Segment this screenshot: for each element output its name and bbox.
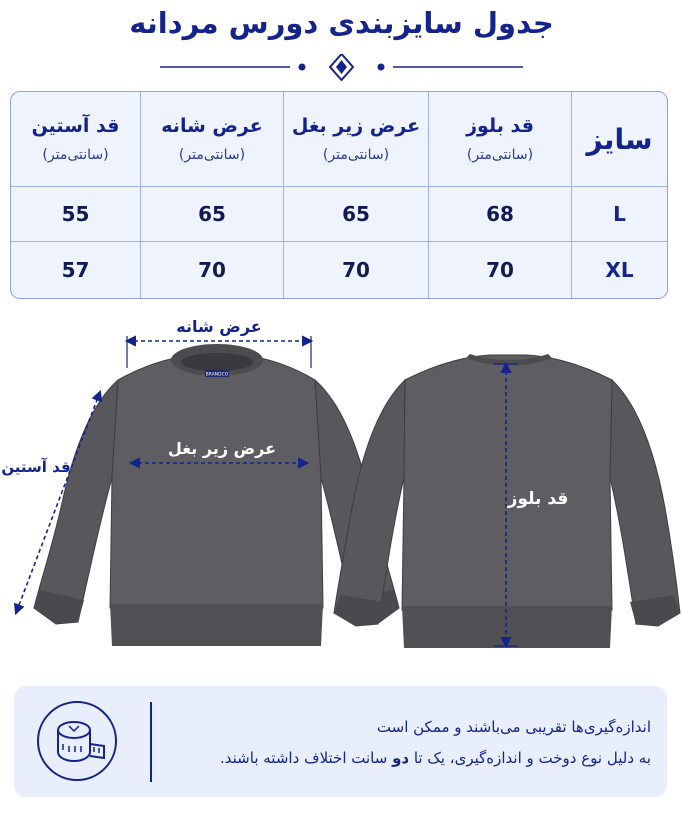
column-header: قد آستین [31, 115, 120, 137]
size-header: سایز [586, 122, 653, 156]
page-title: جدول سایزبندی دورس مردانه [129, 6, 554, 40]
note-box [14, 686, 667, 797]
note-text [171, 712, 651, 774]
shoulder-label: عرض شانه [176, 317, 262, 336]
cell-value: 65 [342, 202, 370, 226]
title-ornament [160, 54, 523, 84]
header-cell-sleeve [11, 92, 140, 187]
column-header: قد بلوز [466, 115, 534, 137]
column-unit: (سانتی‌متر) [466, 147, 534, 163]
row-size: XL [605, 258, 634, 282]
brand-tag: BRANDCO [205, 372, 229, 378]
note-line-2 [171, 743, 651, 774]
size-header-cell [571, 92, 667, 187]
table-cell [140, 242, 283, 298]
chest-label: عرض زیر بغل [167, 439, 277, 458]
row-size-cell [571, 242, 667, 298]
table-cell [428, 242, 571, 298]
measurement-figure [0, 308, 683, 680]
table-cell [283, 242, 428, 298]
table-cell [11, 187, 140, 242]
table-cell [283, 187, 428, 242]
header-cell-length [428, 92, 571, 187]
note-line-1: اندازه‌گیری‌ها تقریبی می‌باشند و ممکن است [376, 718, 651, 736]
table-cell [140, 187, 283, 242]
column-header: عرض شانه [161, 115, 263, 137]
cell-value: 68 [486, 202, 514, 226]
header-cell-chest [283, 92, 428, 187]
row-size: L [613, 202, 626, 226]
length-label: قد بلوز [507, 489, 569, 509]
cell-value: 65 [198, 202, 226, 226]
cell-value: 70 [198, 258, 226, 282]
column-header: عرض زیر بغل [291, 115, 421, 137]
note-divider [150, 702, 152, 782]
table-cell [428, 187, 571, 242]
measuring-tape-icon [36, 700, 118, 782]
cell-value: 55 [61, 202, 90, 226]
note-line-2-b: سانت اختلاف داشته باشند. [220, 749, 393, 767]
column-unit: (سانتی‌متر) [322, 147, 390, 163]
cell-value: 70 [486, 258, 514, 282]
cell-value: 70 [342, 258, 370, 282]
size-table [10, 91, 668, 299]
note-line-2-a: به دلیل نوع دوخت و اندازه‌گیری، یک تا [409, 749, 651, 767]
cell-value: 57 [61, 258, 90, 282]
column-unit: (سانتی‌متر) [178, 147, 246, 163]
sleeve-label: قد آستین [1, 458, 71, 476]
column-unit: (سانتی‌متر) [42, 147, 109, 163]
note-line-2-bold: دو [392, 749, 410, 767]
row-size-cell [571, 187, 667, 242]
table-cell [11, 242, 140, 298]
header-cell-shoulder [140, 92, 283, 187]
